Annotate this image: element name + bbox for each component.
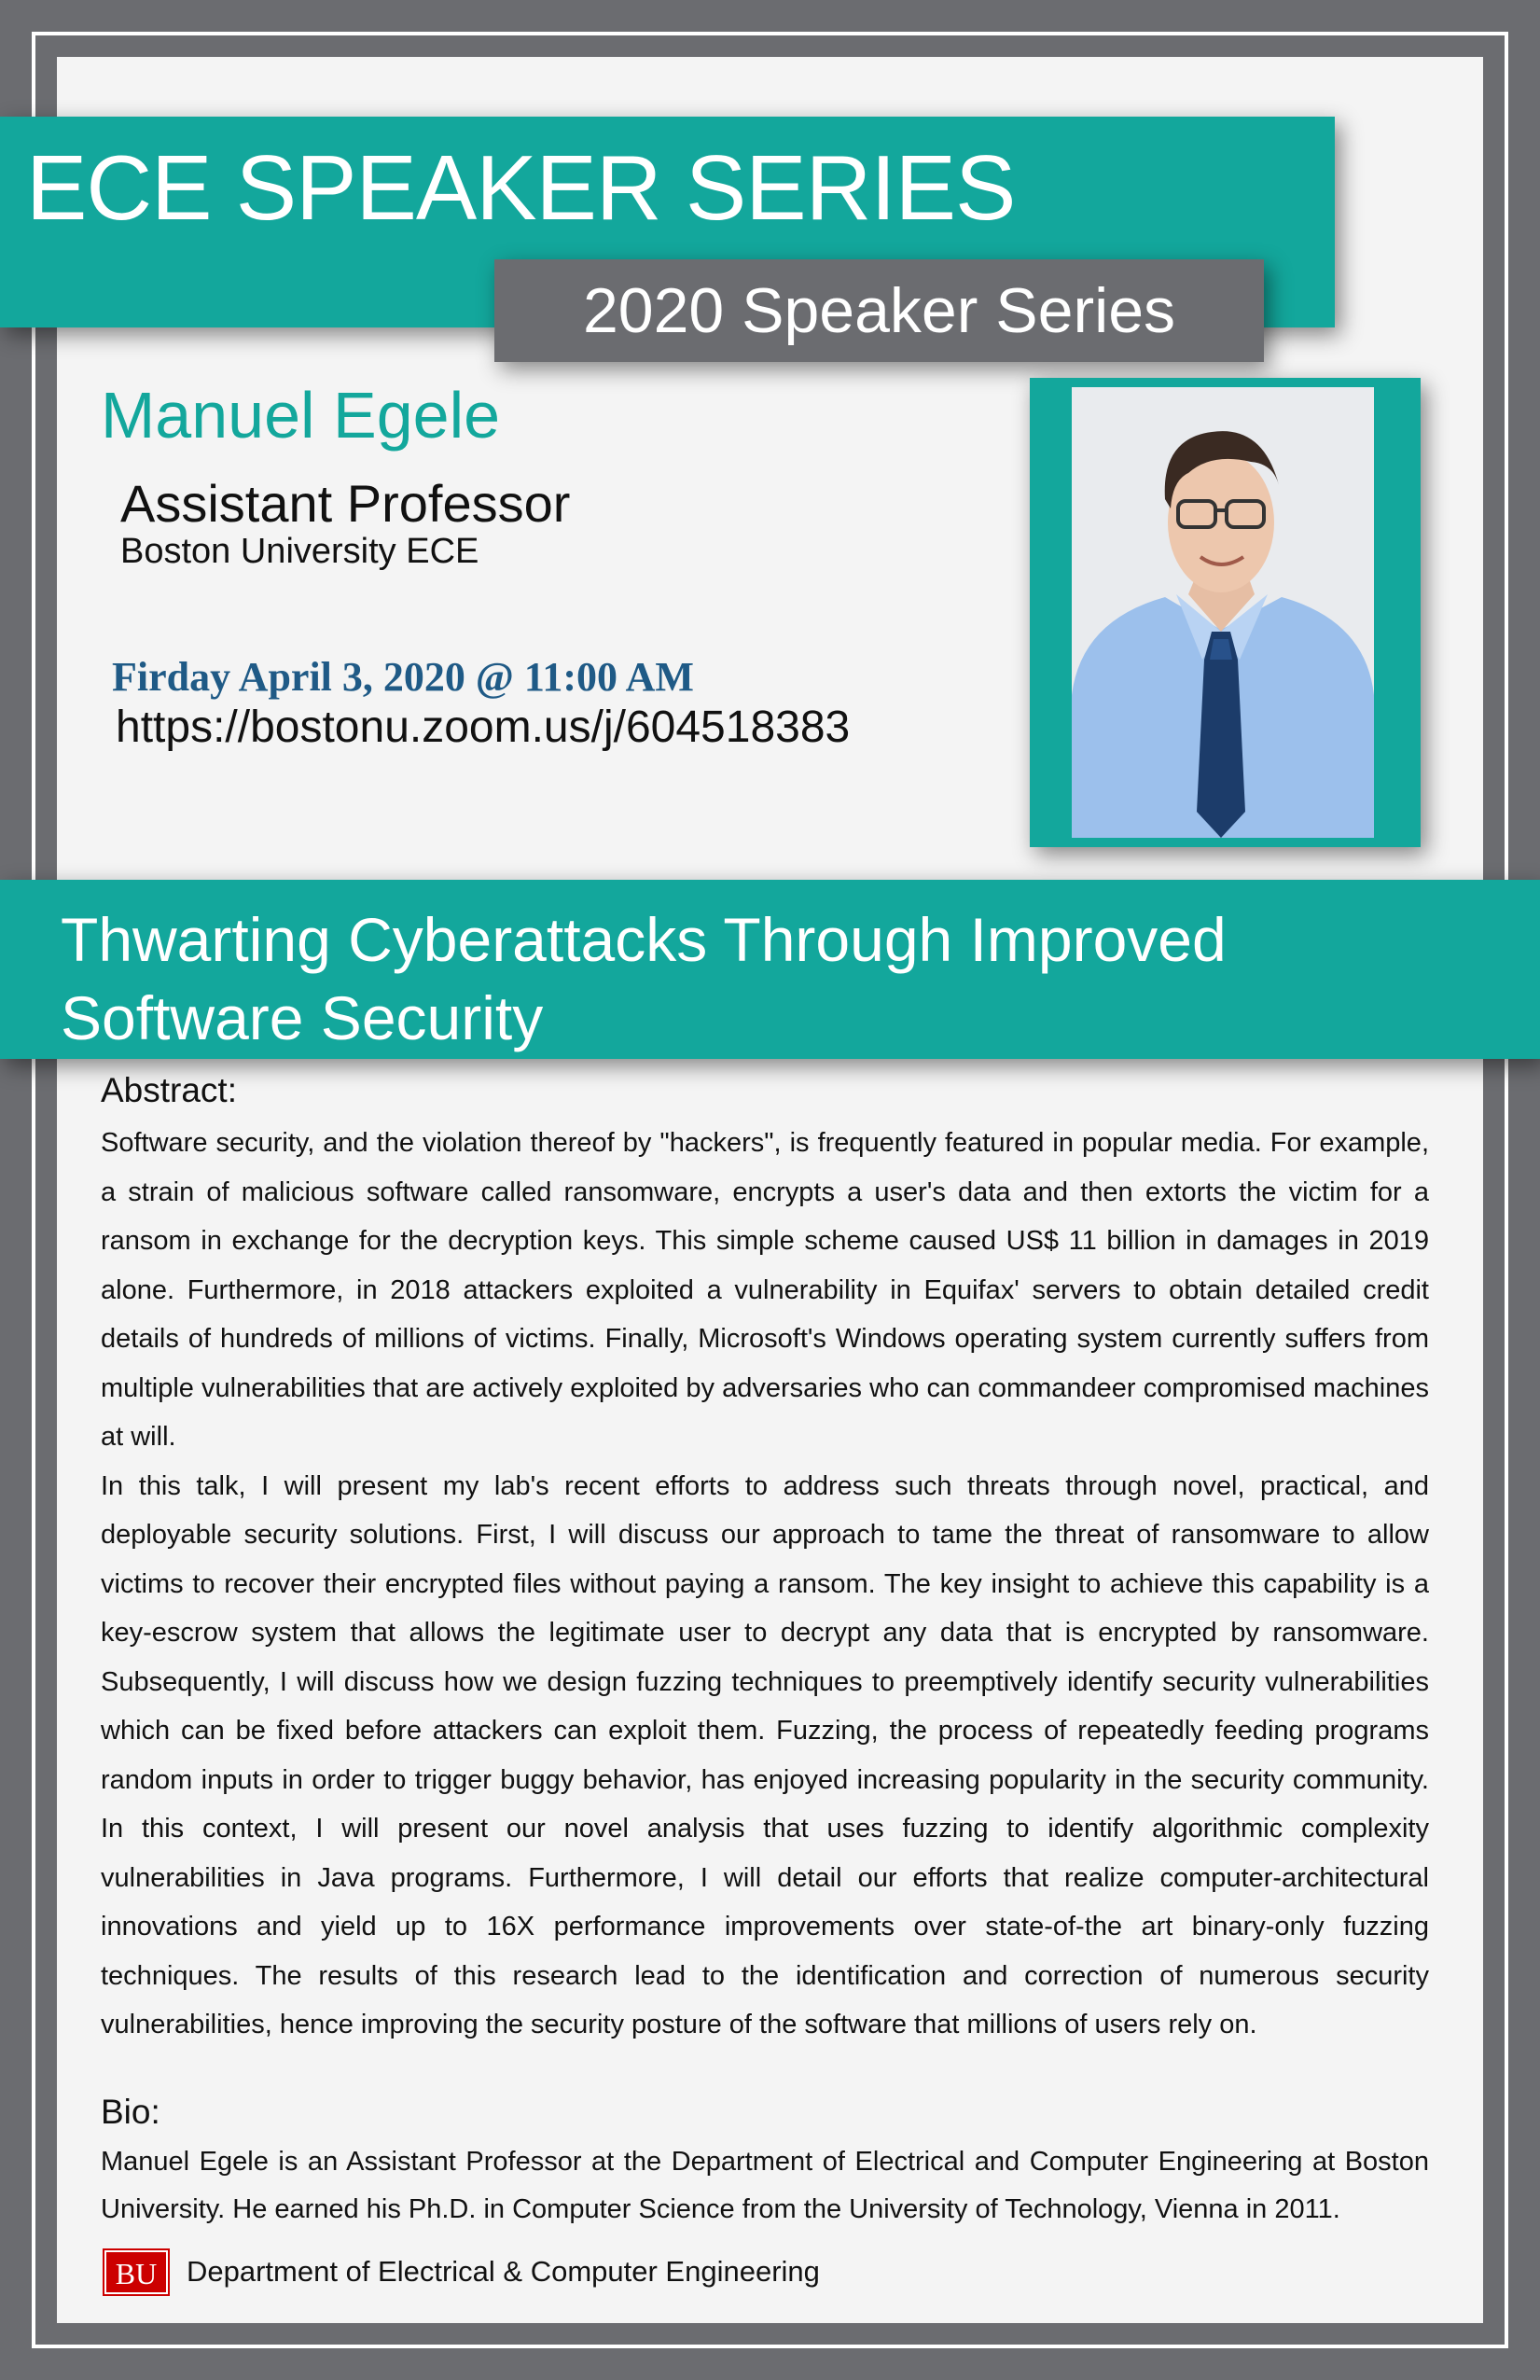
photo-frame — [1030, 378, 1421, 847]
zoom-link[interactable]: https://bostonu.zoom.us/j/604518383 — [116, 703, 851, 752]
year-banner-label: 2020 Speaker Series — [582, 275, 1176, 346]
year-banner — [494, 259, 1264, 362]
series-title: ECE SPEAKER SERIES — [26, 136, 1016, 239]
speaker-portrait-icon — [1072, 387, 1374, 838]
bu-logo: BU — [104, 2250, 168, 2294]
speaker-portrait — [1072, 387, 1374, 838]
bio-text: Manuel Egele is an Assistant Professor at the Department of Electrical and Computer Engineering at Boston University. He earned his Ph.D. in Computer Science from the University of Technology, Vienna in 2011. — [101, 2147, 1429, 2224]
footer — [104, 2248, 820, 2295]
bio-heading: Bio: — [101, 2093, 160, 2131]
speaker-name: Manuel Egele — [101, 379, 501, 452]
abstract-body — [101, 1119, 1429, 2050]
talk-title: Thwarting Cyberattacks Through Improved Software Security — [61, 905, 1227, 1052]
abstract-paragraph: Software security, and the violation thereof by "hackers", is frequently featured in popular media. For example, a strain of malicious software called ransomware, encrypts a user's data and then extorts the victim for a ransom in exchange for the decryption keys. This simple scheme caused US$ 11 billion in damages in 2019 alone. Furthermore, in 2018 attackers exploited a vulnerability in Equifax' servers to obtain detailed credit details of hundreds of millions of victims. Finally, Microsoft's Windows operating system currently suffers from multiple vulnerabilities that are actively exploited by adversaries who can commandeer compromised machines at will. — [101, 1128, 1429, 1452]
abstract-heading: Abstract: — [101, 1071, 237, 1109]
abstract-paragraph: In this talk, I will present my lab's recent efforts to address such threats through novel, practical, and deployable security solutions. First, I will discuss our approach to tame the threat of ransomware to allow victims to recover their encrypted files without paying a ransom. The key insight to achieve this capability is a key-escrow system that allows the legitimate user to decrypt any data that is encrypted by ransomware. Subsequently, I will discuss how we design fuzzing techniques to preemptively identify security vulnerabilities which can be fixed before attackers can exploit them. Fuzzing, the process of repeatedly feeding programs random inputs in order to trigger buggy behavior, has enjoyed increasing popularity in the security community. In this context, I will present our novel analysis that uses fuzzing to identify algorithmic complexity vulnerabilities in Java programs. Furthermore, I will detail our efforts that realize computer-architectural innovations and yield up to 16X performance improvements over state-of-the art binary-only fuzzing techniques. The results of this research lead to the identification and correction of numerous security vulnerabilities, hence improving the security posture of the software that millions of users rely on. — [101, 1470, 1429, 2039]
event-date: Firday April 3, 2020 @ 11:00 AM — [112, 654, 694, 700]
speaker-title: Assistant Professor — [120, 474, 571, 533]
speaker-department: Boston University ECE — [120, 532, 479, 571]
footer-department: Department of Electrical & Computer Engineering — [187, 2255, 820, 2288]
